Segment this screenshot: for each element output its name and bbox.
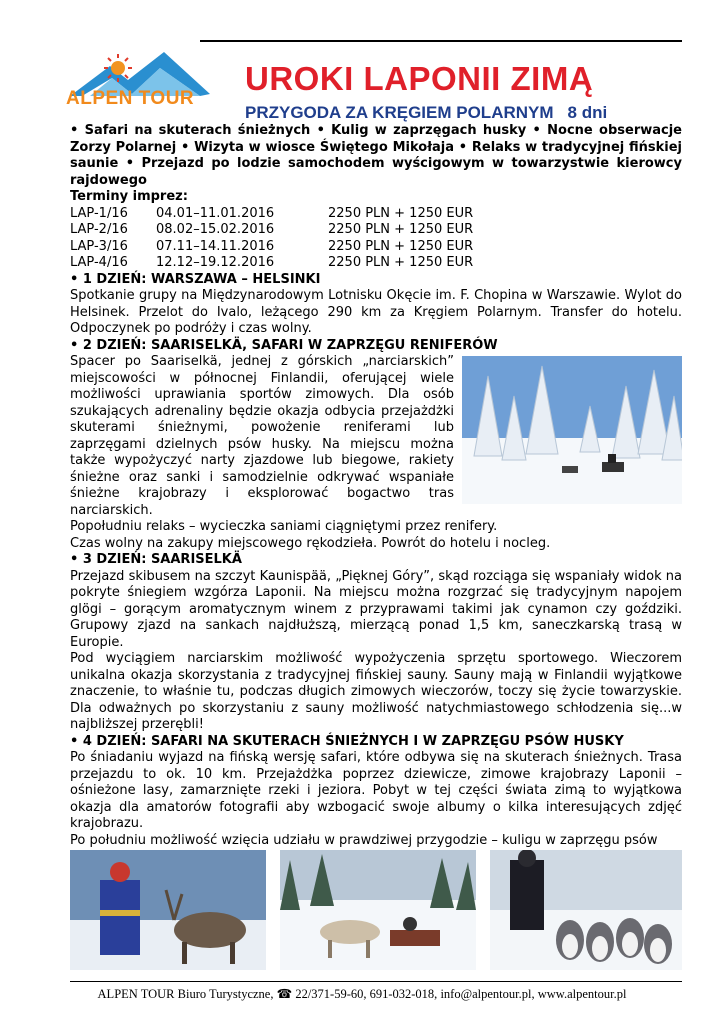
day-2-text: Czas wolny na zakupy miejscowego rękodzieła. Powrót do hotelu i nocleg. (70, 535, 551, 551)
day-4-text: Po południu możliwość wzięcia udziału w prawdziwej przygodzie – kuligu w zaprzęgu psów (70, 832, 658, 848)
page-footer (0, 986, 724, 1002)
term-row (70, 222, 682, 239)
phone-icon: ☎ (276, 987, 293, 1001)
term-code: LAP-3/16 (70, 238, 128, 254)
term-dates: 07.11–14.11.2016 (156, 238, 275, 254)
footer-photos (70, 850, 682, 970)
page-title: UROKI LAPONII ZIMĄ (245, 60, 594, 97)
itinerary-content (70, 123, 682, 849)
husky-sled-photo (490, 850, 682, 970)
footer-website[interactable]: www.alpentour.pl (537, 987, 627, 1001)
subtitle-text: PRZYGODA ZA KRĘGIEM POLARNYM (245, 103, 554, 122)
day-2-heading: • 2 DZIEŃ: SAARISELKÄ, SAFARI W ZAPRZĘGU RENIFERÓW (70, 337, 498, 353)
reindeer-photo (70, 850, 266, 970)
term-row (70, 206, 682, 223)
day-4-text: Po śniadaniu wyjazd na fińską wersję safari, które odbywa się na skuterach śnieżnych. Trasa przejazdu to ok. 10 km. Przejażdżka poprzez dziewicze, zimowe krajobrazy Laponii – ośnieżone lasy, zamarznięte rzeki i jeziora. Pobyt w tej części świata zimą to wyjątkowa okazja dla amatorów fotografii aby wzbogacić swoje albumy o kilka interesujących zdjęć krajobrazu. (70, 750, 682, 831)
footer-company: ALPEN TOUR Biuro Turystyczne, (97, 987, 274, 1001)
day-3-text: Pod wyciągiem narciarskim możliwość wypożyczenia sprzętu sportowego. Wieczorem unikalna okazja skorzystania z tradycyjnej fińskiej sauny. Sauny mają w Finlandii wyjątkowe znaczenie, to właśnie tu, podczas długich zimowych wieczorów, toczy się życie towarzyskie. Dla odważnych po skorzystaniu z sauny możliwość natychmiastowego schłodzenia się...w najbliższej przerębli! (70, 651, 682, 732)
logo-text: ALPEN TOUR (66, 88, 195, 109)
term-price: 2250 PLN + 1250 EUR (328, 222, 474, 237)
term-dates: 12.12–19.12.2016 (156, 255, 275, 270)
term-row (70, 255, 682, 272)
day-2-text: Spacer po Saariselkä, jednej z górskich „narciarskich” miejscowości w północnej Finlandii, oferującej wiele możliwości uprawiania sportów zimowych. Dla osób szukających adrenaliny będzie okazja odbycia przejażdżki skuterami śnieżnymi, powożenie reniferami lub zaprzęgami dzielnych psów husky. Na miejscu można także wypożyczyć narty zjazdowe lub biegowe, rakiety śnieżne oraz sanki i samodzielnie odkrywać wspaniałe śnieżne krajobrazy i eksplorować bogactwo tras narciarskich. (70, 354, 454, 518)
term-code: LAP-4/16 (70, 255, 128, 270)
header-rule (200, 40, 682, 42)
terms-section (70, 189, 682, 272)
reindeer-sled-photo (280, 850, 476, 970)
term-dates: 08.02–15.02.2016 (156, 222, 275, 237)
day-1-text: Spotkanie grupy na Międzynarodowym Lotnisku Okęcie im. F. Chopina w Warszawie. Wylot do Helsinek. Przelot do Ivalo, leżącego 290 km za Kręgiem Polarnym. Transfer do hotelu. Odpoczynek po podróży i czas wolny. (70, 288, 682, 336)
day-3-text: Przejazd skibusem na szczyt Kaunispää, „Pięknej Góry”, skąd rozciąga się wspaniały widok na pokryte śniegiem wzgórza Laponii. Na miejscu można rozgrzać się tradycyjnym napojem glögi – gorącym aromatycznym winem z przyprawami takimi jak cynamon czy goździki. Grupowy zjazd na sankach najdłuższą, mierzącą ponad 1,5 km, saneczkarską trasą w Europie. (70, 568, 682, 650)
snow-forest-photo (462, 356, 682, 504)
day-4-heading: • 4 DZIEŃ: SAFARI NA SKUTERACH ŚNIEŻNYCH I W ZAPRZĘGU PSÓW HUSKY (70, 733, 624, 749)
term-price: 2250 PLN + 1250 EUR (328, 255, 474, 270)
page-subtitle (245, 103, 607, 123)
term-price: 2250 PLN + 1250 EUR (328, 205, 474, 221)
day-1-heading: • 1 DZIEŃ: WARSZAWA – HELSINKI (70, 271, 321, 287)
term-dates: 04.01–11.01.2016 (156, 205, 275, 221)
term-code: LAP-2/16 (70, 222, 128, 237)
duration-text: 8 dni (567, 103, 608, 122)
footer-phones: 22/371-59-60, 691-032-018, (295, 987, 438, 1001)
footer-rule (70, 981, 682, 982)
day-3-heading: • 3 DZIEŃ: SAARISELKÄ (70, 552, 242, 567)
term-price: 2250 PLN + 1250 EUR (328, 238, 474, 254)
terms-heading: Terminy imprez: (70, 189, 188, 204)
term-row (70, 239, 682, 256)
highlights: • Safari na skuterach śnieżnych • Kulig w zaprzęgach husky • Nocne obserwacje Zorzy Polarnej • Wizyta w wiosce Świętego Mikołaja • Relaks w tradycyjnej fińskiej saunie • Przejazd po lodzie samochodem wyścigowym w towarzystwie kierowcy rajdowego (70, 123, 682, 188)
footer-email[interactable]: info@alpentour.pl, (440, 987, 535, 1001)
day-2-text: Popołudniu relaks – wycieczka saniami ciągniętymi przez renifery. (70, 519, 498, 534)
term-code: LAP-1/16 (70, 205, 128, 221)
